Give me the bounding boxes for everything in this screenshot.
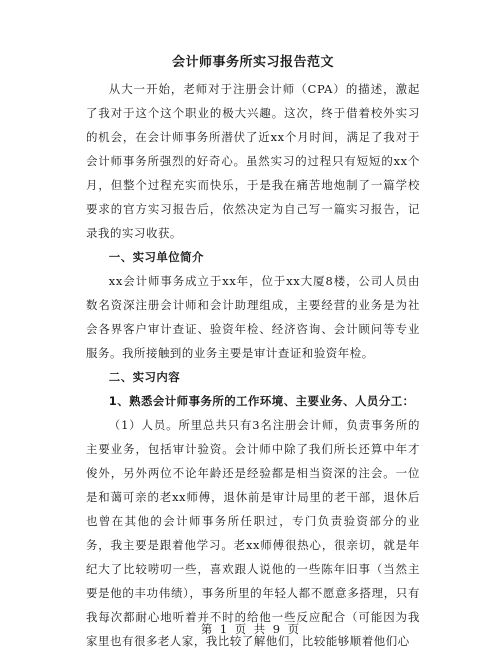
document-title: 会计师事务所实习报告范文 <box>171 55 334 70</box>
personnel-paragraph: （1）人员。所里总共只有3名注册会计师，负责事务所的主要业务，包括审计验资。会计师中除了我们所长还算中年才俊外，另外两位不论年龄还是经验都是相当资深的注会。一位是和蔼可亲的老xx师傅，退休前是审计局里的老干部，退休后也曾在其他的会计师事务所任职过，专门负责验资部分的业务，我主要是跟着他学习。老xx师傅很热心，很亲切，就是年纪大了比较唠叨一些，喜欢跟人说他的一些陈年旧事（当然主要是他的丰功伟绩），事务所里的年轻人都不愿意多搭理，只有我每次都耐心地听着并不时的给他一些反应配合（可能因为我家里也有很多老人家，我比较了解他们，比较能够顺着他们心 <box>86 418 420 648</box>
page-number: 第 1 页 共 9 页 <box>200 622 302 636</box>
section-heading-content: 二、实习内容 <box>108 370 181 384</box>
section-heading-company: 一、实习单位简介 <box>108 250 204 264</box>
document-body <box>86 54 420 653</box>
company-paragraph: xx会计师事务成立于xx年，位于xx大厦8楼，公司人员由数名资深注册会计师和会计助理组成，主要经营的业务是为社会各界客户审计查证、验资年检、经济咨询、会计顾问等专业服务。我所接触到的业务主要是审计查证和验资年检。 <box>86 274 420 360</box>
subsection-heading-environment: 1、熟悉会计师事务所的工作环境、主要业务、人员分工： <box>108 394 415 408</box>
intro-paragraph: 从大一开始，老师对于注册会计师（CPA）的描述，激起了我对于这个这个职业的极大兴趣。这次，终于借着校外实习的机会，在会计师事务所潜伏了近xx个月时间，满足了我对于会计师事务所强烈的好奇心。虽然实习的过程只有短短的xx个月，但整个过程充实而快乐，于是我在痛苦地炮制了一篇学校要求的官方实习报告后，依然决定为自己写一篇实习报告，记录我的实习收获。 <box>86 82 420 240</box>
